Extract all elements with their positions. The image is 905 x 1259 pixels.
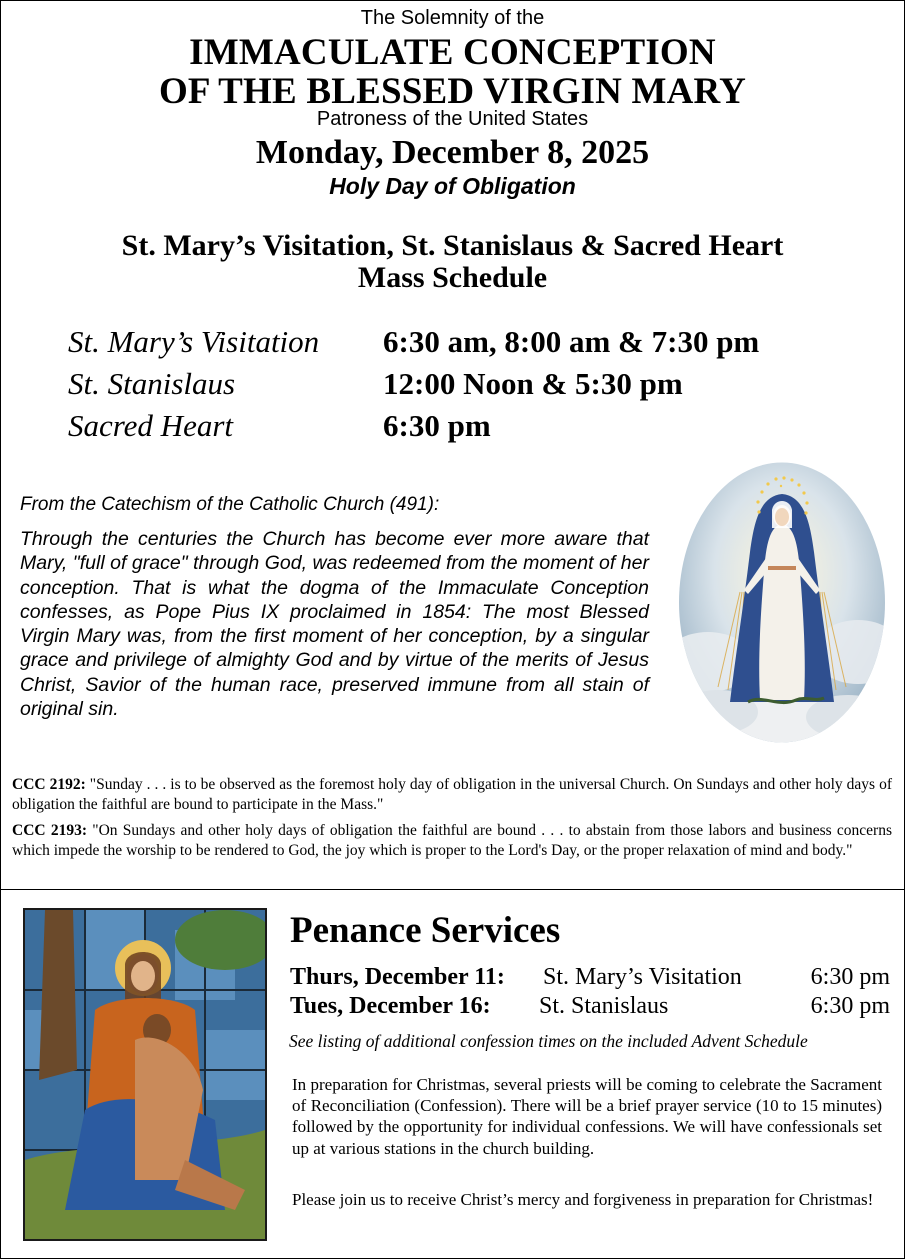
pre-title: The Solemnity of the — [360, 7, 545, 29]
catechism-source: From the Catechism of the Catholic Church (491): — [20, 494, 440, 515]
service-time: 6:30 pm — [810, 993, 890, 1019]
mass-times: 12:00 Noon & 5:30 pm — [383, 366, 683, 401]
mass-church-name: Sacred Heart — [68, 408, 234, 443]
confession-times-note: See listing of additional confession times on the included Advent Schedule — [289, 1031, 808, 1051]
service-time: 6:30 pm — [810, 964, 890, 990]
immaculate-mary-image — [678, 462, 886, 743]
catechism-quote: Through the centuries the Church has become ever more aware that Mary, "full of grace" through God, was redeemed from the moment of her conception. That is what the dogma of the Immaculate Conception confesses, as Pope Pius IX proclaimed in 1854: The most Blessed Virgin Mary was, from the first moment of her conception, by a singular grace and privilege of almighty God and by virtue of the merits of Jesus Christ, Savior of the human race, preserved immune from all stain of original sin. — [20, 528, 649, 721]
mass-times: 6:30 pm — [383, 408, 491, 443]
section-divider — [0, 889, 905, 890]
stained-glass-image — [23, 908, 267, 1241]
penance-description: In preparation for Christmas, several priests will be coming to celebrate the Sacrament of Reconciliation (Confession). There will be a brief prayer service (10 to 15 minutes) followed by the opportunity for individual confessions. We will have confessionals set up at various stations in the church building. — [292, 1075, 882, 1158]
service-day: Tues, December 16: — [290, 993, 491, 1019]
ccc-text: "Sunday . . . is to be observed as the foremost holy day of obligation in the universal Church. On Sundays and other holy days of obligation the faithful are bound to participate in the Mass." — [12, 776, 893, 813]
mass-church-name: St. Stanislaus — [68, 366, 236, 401]
service-church: St. Mary’s Visitation — [543, 964, 742, 990]
ccc-2192-quote — [12, 775, 892, 814]
ccc-ref: CCC 2192: — [12, 776, 86, 793]
mass-schedule-heading: Mass Schedule — [357, 261, 548, 294]
holy-day-label: Holy Day of Obligation — [329, 173, 576, 199]
service-church: St. Stanislaus — [539, 993, 669, 1019]
ccc-2193-quote — [12, 821, 892, 860]
penance-service-row — [290, 993, 890, 1023]
ccc-text: "On Sundays and other holy days of obligation the faithful are bound . . . to abstain from those labors and business concerns which impede the worship to be rendered to God, the joy which is proper to the Lord's Day, or the proper relaxation of mind and body." — [12, 822, 892, 859]
feast-date: Monday, December 8, 2025 — [255, 134, 650, 171]
mass-times: 6:30 am, 8:00 am & 7:30 pm — [383, 324, 760, 359]
feast-title-line-1: IMMACULATE CONCEPTION — [189, 32, 716, 73]
penance-title: Penance Services — [290, 910, 561, 951]
patroness-subtitle: Patroness of the United States — [316, 108, 589, 130]
penance-invitation: Please join us to receive Christ’s mercy and forgiveness in preparation for Christmas! — [292, 1190, 874, 1209]
ccc-ref: CCC 2193: — [12, 822, 87, 839]
service-day: Thurs, December 11: — [290, 964, 505, 990]
mass-church-name: St. Mary’s Visitation — [68, 324, 320, 359]
feast-title-line-2: OF THE BLESSED VIRGIN MARY — [158, 71, 747, 112]
penance-service-row — [290, 964, 890, 994]
parishes-heading: St. Mary’s Visitation, St. Stanislaus & Sacred Heart — [121, 229, 784, 262]
